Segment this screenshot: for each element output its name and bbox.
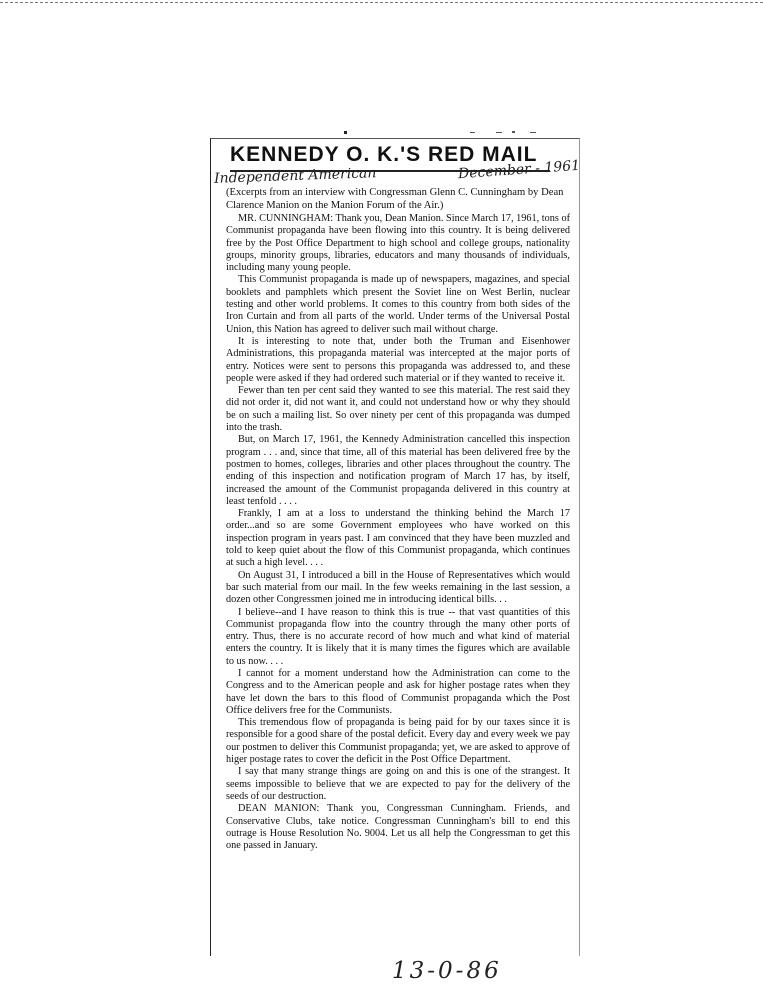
scan-top-dashed-border: [0, 2, 763, 3]
article-paragraph: It is interesting to note that, under both the Truman and Eisenhower Administrations, this propaganda material was intercepted at the major ports of entry. Notices were sent to persons this propaganda was addressed to, and these people were asked if they had ordered such material or if they wanted to receive it.: [226, 335, 570, 384]
article-paragraph: I cannot for a moment understand how the Administration can come to the Congress and to the American people and ask for higher postage rates when they have let down the bars to this flood of Communist propaganda which the Post Office delivers free for the Communists.: [226, 667, 570, 716]
article-paragraph: This tremendous flow of propaganda is being paid for by our taxes since it is responsible for a good share of the postal deficit. Every day and every week we pay our postmen to deliver this Communist propaganda; yet, we are asked to approve of higer postage rates to cover the deficit in the Post Office Department.: [226, 717, 570, 766]
article-subhead: (Excerpts from an interview with Congressman Glenn C. Cunningham by Dean Clarence Manion on the Manion Forum of the Air.): [226, 187, 564, 211]
article-paragraph: But, on March 17, 1961, the Kennedy Administration cancelled this inspection program . . . and, since that time, all of this material has been delivered free by the postmen to homes, colleges, libraries and other places throughout the country. The ending of this inspection and notification program of March 17 has, by itself, increased the amount of the Communist propaganda delivered in this country at least tenfold . . . .: [226, 434, 570, 507]
article-paragraph: MR. CUNNINGHAM: Thank you, Dean Manion. Since March 17, 1961, tons of Communist propaganda have been flowing into this country. It is being delivered free by the Post Office Department to high school and college groups, nationality groups, minority groups, libraries, educators and many thousands of individuals, including many young people.: [226, 213, 570, 274]
handwritten-annotation: [213, 157, 581, 188]
article-paragraph: Frankly, I am at a loss to understand the thinking behind the March 17 order...and so are some Government employees who have worked on this inspection program in years past. I am convinced that they have been muzzled and told to keep quiet about the flow of this Communist propaganda, which continues at such a high level. . . .: [226, 508, 570, 569]
article-paragraph: Fewer than ten per cent said they wanted to see this material. The rest said they did not order it, did not want it, and could not understand how or why they should be on such a mailing list. So over ninety per cent of this propaganda was dumped into the trash.: [226, 385, 570, 434]
article-headline: KENNEDY O. K.'S RED MAIL: [230, 143, 538, 166]
article-paragraph: This Communist propaganda is made up of newspapers, magazines, and special booklets and pamphlets which present the Soviet line on West Berlin, nuclear testing and other world problems. It comes to this country from both sides of the Iron Curtain and from all parts of the world. Under terms of the Universal Postal Union, this Nation has agreed to deliver such mail without charge.: [226, 274, 570, 335]
handwritten-archive-number: 13-0-86: [392, 958, 502, 984]
article-body: [226, 213, 570, 852]
handwritten-date: December - 1961: [457, 157, 581, 183]
article-paragraph: I believe--and I have reason to think this is true -- that vast quantities of this Communist propaganda flow into the country through the many other ports of entry. Thus, there is no accurate record of how much and what kind of material enters the country. It is likely that it is many times the figures which are available to us now. . . .: [226, 606, 570, 667]
article-paragraph: On August 31, I introduced a bill in the House of Representatives which would bar such material from our mail. In the few weeks remaining in the last session, a dozen other Congressmen joined me in introducing identical bills. . .: [226, 569, 570, 606]
article-paragraph: DEAN MANION: Thank you, Congressman Cunningham. Friends, and Conservative Clubs, take notice. Congressman Cunningham's bill to end this outrage is House Resolution No. 9004. Let us all help the Congressman to get this one passed in January.: [226, 803, 570, 852]
handwritten-publication: Independent American: [213, 165, 377, 187]
article-paragraph: I say that many strange things are going on and this is one of the strangest. It seems impossible to believe that we are expected to pay for the delivery of the seeds of our destruction.: [226, 766, 570, 802]
